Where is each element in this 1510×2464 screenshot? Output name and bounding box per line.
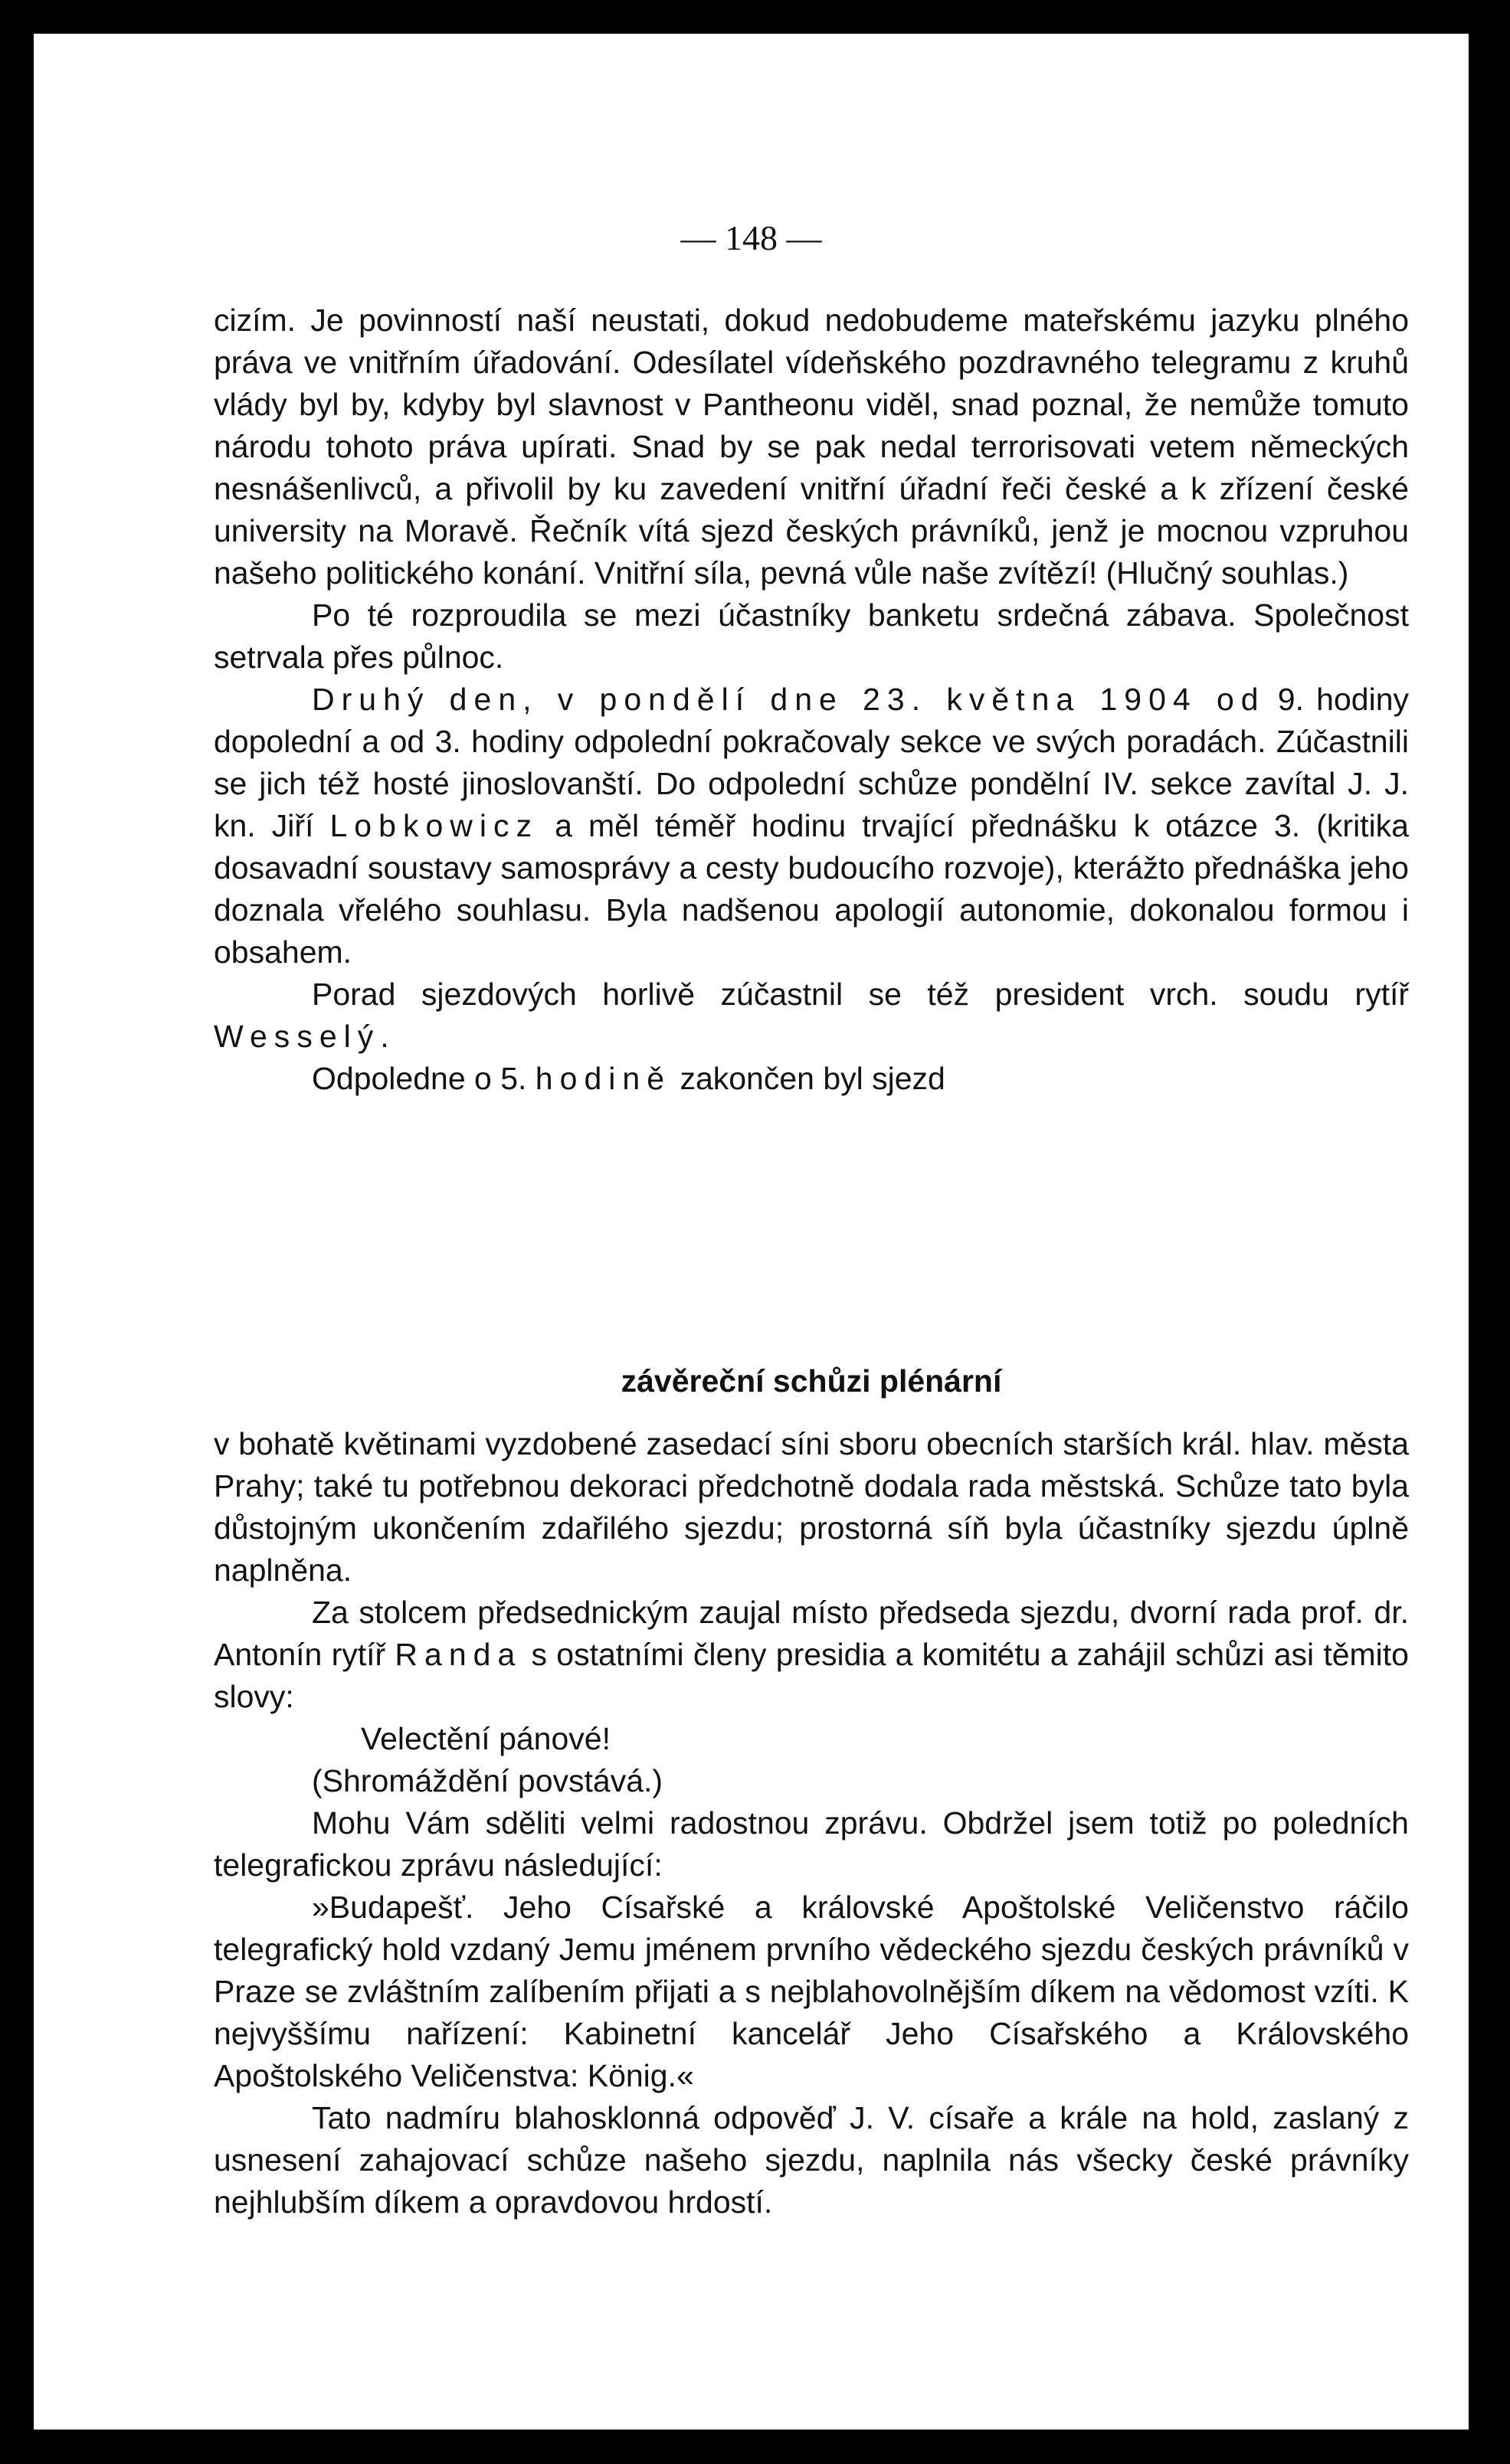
section-heading: závěreční schůzi plénární (621, 1363, 1002, 1399)
paragraph-telegram: »Budapešť. Jeho Císařské a královské Apoštolské Veličenstvo ráčilo telegrafický hold vzdaný Jemu jménem prvního vědeckého sjezdu českých právníků v Praze se zvláštním zalíbením přijati a s nejblahovolnějším díkem na vědomost vzíti. K nejvyššímu nařízení: Kabinetní kancelář Jeho Císařského a Královského Apoštolského Veličenstva: König.« (214, 1890, 1409, 2093)
paragraph-speech-end: cizím. Je povinností naší neustati, dokud nedobudeme mateřskému jazyku plného práva ve vnitřním úřadování. Odesílatel vídeňského pozdravného telegramu z kruhů vlády byl by, kdyby byl slavnost v Pantheonu viděl, snad poznal, že nemůže tomuto národu tohoto práva upírati. Snad by se pak nedal terrorisovati vetem německých nesnášenlivců, a přivolil by ku zavedení vnitřní úřadní řeči české a k zřízení české university na Moravě. Řečník vítá sjezd českých právníků, jenž je mocnou vzpruhou našeho politického konání. Vnitřní síla, pevná vůle naše zvítězí! (Hlučný souhlas.) (214, 303, 1409, 591)
salutation: Velectění pánové! (361, 1721, 611, 1756)
paragraph-hall: v bohatě květinami vyzdobené zasedací síni sboru obecních starších král. hlav. města Prahy; také tu potřebnou dekoraci předchotně dodala rada městská. Schůze tato byla důstojným ukončením zdařilého sjezdu; prostorná síň byla účastníky sjezdu úplně naplněna. (214, 1426, 1409, 1588)
paragraph-text: a měl téměř hodinu trvající přednášku k otázce 3. (kritika dosavadní soustavy samosprávy a cesty budoucího rozvoje), kterážto přednáška jeho doznala vřelého souhlasu. Byla nadšenou apologií autonomie, dokonalou formou i obsahem. (214, 808, 1409, 970)
book-page (34, 34, 1469, 2430)
page-number: — 148 — (680, 218, 822, 257)
paragraph-text: s ostatními členy presidia a komitétu a zahájil schůzi asi těmito slovy: (214, 1637, 1409, 1714)
text-block-upper (214, 299, 1409, 1100)
paragraph-announcement: Mohu Vám sděliti velmi radostnou zprávu. Obdržel jsem totiž po poledních telegrafickou zprávu následující: (214, 1805, 1409, 1883)
paragraph-chairman (214, 1592, 1409, 1718)
text-block-lower (214, 1320, 1409, 2223)
paragraph-text: Za stolcem předsednickým zaujal místo předseda sjezdu, dvorní rada prof. dr. Antonín rytíř (214, 1595, 1409, 1672)
paragraph-closing-time (214, 1058, 1409, 1100)
stage-direction: (Shromáždění povstává.) (312, 1763, 663, 1798)
paragraph-text: zakončen byl sjezd (671, 1061, 945, 1096)
spaced-name-wessely: Wesselý (214, 1019, 381, 1054)
paragraph-monday-sections (214, 679, 1409, 973)
spaced-name-lobkowicz: Lobkowicz (329, 808, 539, 843)
paragraph-text: . (380, 1019, 389, 1054)
spaced-name-randa: Randa (395, 1637, 522, 1672)
spaced-date-phrase: Druhý den, v pondělí dne 23. května 1904 od (312, 682, 1266, 717)
paragraph-text: Odpoledne o 5. (312, 1061, 536, 1096)
paragraph-president (214, 973, 1409, 1058)
paragraph-text: Porad sjezdových horlivě zúčastnil se též president vrch. soudu rytíř (312, 977, 1409, 1012)
paragraph-banquet: Po té rozproudila se mezi účastníky banketu srdečná zábava. Společnost setrvala přes půlnoc. (214, 597, 1409, 675)
paragraph-gratitude: Tato nadmíru blahosklonná odpověď J. V. císaře a krále na hold, zaslaný z usnesení zahajovací schůze našeho sjezdu, naplnila nás všecky české právníky nejhlubším díkem a opravdovou hrdostí. (214, 2100, 1409, 2220)
paragraph-text: 9. hodiny dopolední a od 3. hodiny odpolední pokračovaly sekce ve svých poradách. Zúčastnili se jich též hosté jinoslovanští. Do odpolední schůze pondělní IV. sekce zavítal J. J. kn. Jiří (214, 682, 1409, 843)
spaced-word-hodine: hodině (535, 1061, 672, 1096)
